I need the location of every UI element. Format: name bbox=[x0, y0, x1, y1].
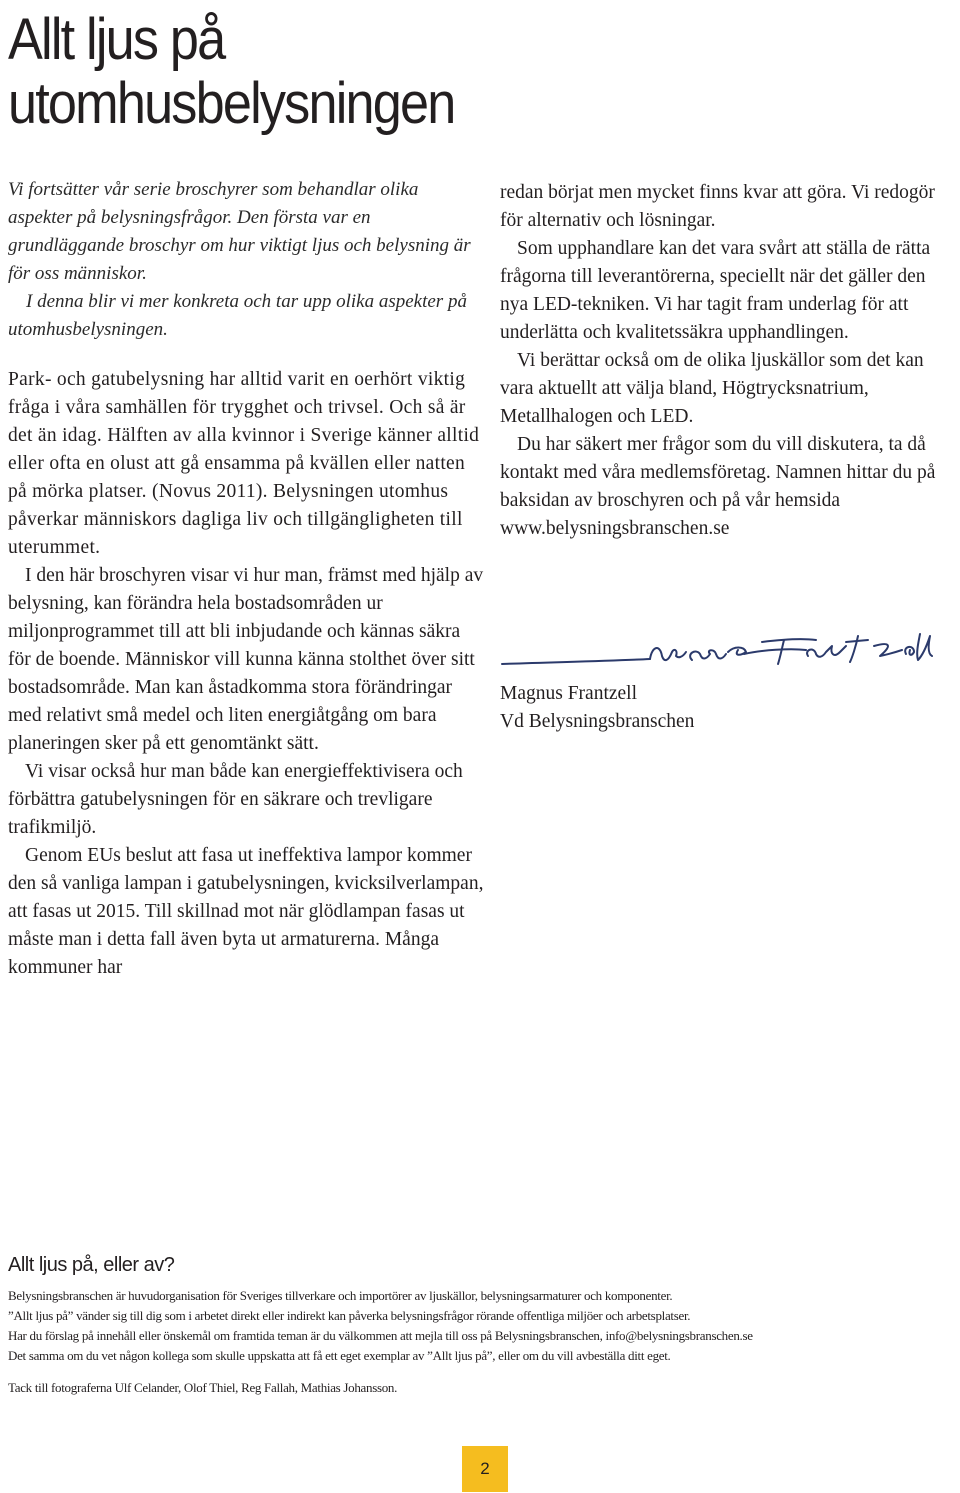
photo-credits: Tack till fotograferna Ulf Celander, Olof Thiel, Reg Fallah, Mathias Johansson. bbox=[8, 1380, 398, 1395]
footer-line: Det samma om du vet någon kollega som skulle uppskatta att få ett eget exemplar av ”Allt ljus på”, eller om du vill avbeställa ditt eget. bbox=[8, 1348, 671, 1363]
body-paragraph: I den här broschyren visar vi hur man, främst med hjälp av belysning, kan förändra hela bostadsområden ur miljonprogrammet till att bli inbjudande och kännas säkra för de boende. Människor vill kunna känna stolthet över sitt bostadsområde. Man kan åstadkomma stora förändringar med relativt små medel och liten energiåtgång om bara planeringen sker på ett genomtänkt sätt. bbox=[8, 565, 484, 754]
body-text-left bbox=[8, 366, 484, 982]
body-paragraph: Som upphandlare kan det vara svårt att ställa de rätta frågorna till leverantörerna, speciellt när det gäller den nya LED-tekniken. Vi har tagit fram underlag för att underlätta och kvalitetssäkra upphandlingen. bbox=[500, 238, 931, 343]
body-paragraph: Park- och gatubelysning har alltid varit en oerhört viktig fråga i våra samhällen för trygghet och trivsel. Och så är det än idag. Hälften av alla kvinnor i Sverige känner alltid eller ofta en olust att gå ensamma på kvällen eller natten på mörka platser. (Novus 2011). Belysningen utomhus påverkar människors dagliga liv och tillgängligheten till uterummet. bbox=[8, 369, 480, 558]
intro-paragraph: Vi fortsätter vår serie broschyrer som behandlar olika aspekter på belysningsfrågor. Den första var en grundläggande broschyr om hur viktigt ljus och belysning är för oss människor. bbox=[8, 179, 471, 284]
intro-text bbox=[8, 176, 484, 344]
signature-name: Magnus Frantzell bbox=[500, 683, 638, 704]
footer-line: ”Allt ljus på” vänder sig till dig som i arbetet direkt eller indirekt kan påverka belysningsfrågor rörande offentliga miljöer och arbetsplatser. bbox=[8, 1308, 691, 1323]
page-title: Allt ljus på utomhusbelysningen bbox=[8, 7, 455, 136]
body-paragraph: Du har säkert mer frågor som du vill diskutera, ta då kontakt med våra medlemsföretag. Namnen hittar du på baksidan av broschyren och på vår hemsida www.belysningsbranschen.se bbox=[500, 434, 936, 539]
handwritten-signature bbox=[500, 632, 950, 682]
intro-paragraph: I denna blir vi mer konkreta och tar upp olika aspekter på utomhusbelysningen. bbox=[8, 291, 467, 340]
signature-block bbox=[500, 680, 694, 736]
left-column bbox=[8, 176, 484, 982]
page-number-badge bbox=[462, 1446, 508, 1492]
signature-role: Vd Belysningsbranschen bbox=[500, 711, 695, 732]
page-number: 2 bbox=[480, 1459, 490, 1478]
body-paragraph: Vi visar också hur man både kan energieffektivisera och förbättra gatubelysningen för en säkrare och trevligare trafikmiljö. bbox=[8, 761, 463, 838]
footer bbox=[8, 1252, 958, 1398]
footer-line: Belysningsbranschen är huvudorganisation för Sveriges tillverkare och importörer av ljuskällor, belysningsarmaturer och komponenter. bbox=[8, 1288, 673, 1303]
footer-heading: Allt ljus på, eller av? bbox=[8, 1254, 175, 1276]
right-column bbox=[500, 179, 955, 543]
body-paragraph: redan börjat men mycket finns kvar att göra. Vi redogör för alternativ och lösningar. bbox=[500, 182, 935, 231]
footer-line: Har du förslag på innehåll eller önskemål om framtida teman är du välkommen att mejla till oss på Belysningsbranschen, info@belysningsbranschen.se bbox=[8, 1328, 753, 1343]
body-paragraph: Vi berättar också om de olika ljuskällor som det kan vara aktuellt att välja bland, Högtrycksnatrium, Metallhalogen och LED. bbox=[500, 350, 924, 427]
body-paragraph: Genom EUs beslut att fasa ut ineffektiva lampor kommer den så vanliga lampan i gatubelysningen, kvicksilverlampan, att fasas ut 2015. Till skillnad mot när glödlampan fasas ut måste man i detta fall även byta ut armaturerna. Många kommuner har bbox=[8, 845, 484, 978]
